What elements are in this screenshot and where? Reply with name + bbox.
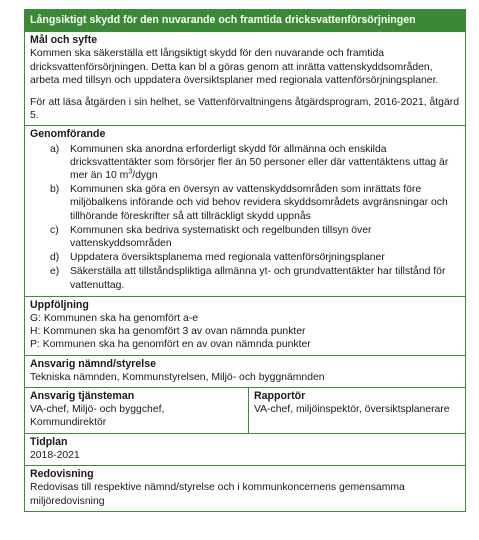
action-table <box>24 9 466 512</box>
uppfoljning-line-g: G: Kommunen ska ha genomfört a-e <box>30 313 199 325</box>
list-item-text: Kommunen ska göra en översyn av vattenskyddsområden som inrättats före miljöbalkens införande och vid behov revidera skyddsområdets avgränsningar och tillhörande föreskrifter så att tillräckligt skydd uppnås <box>70 184 448 222</box>
ansvarig-namnd-title: Ansvarig nämnd/styrelse <box>30 357 156 370</box>
genomforande-list <box>30 143 460 292</box>
list-item-letter: d) <box>50 252 60 264</box>
list-item-text: Uppdatera översiktsplanema med regionala vattenförsörjningsplaner <box>70 252 385 264</box>
genomforande-row <box>25 126 466 296</box>
list-item-text: Kommunen ska bedriva systematiskt och regelbunden tillsyn över vattenskyddsområden <box>70 224 372 250</box>
genomforande-title: Genomförande <box>30 128 106 141</box>
tidplan-title: Tidplan <box>30 435 68 448</box>
genomforande-cell <box>25 126 466 296</box>
list-item-text <box>70 143 460 183</box>
uppfoljning-cell <box>25 296 466 355</box>
action-sheet <box>24 9 465 512</box>
table-header: Långsiktigt skydd för den nuvarande och framtida dricksvattenförsörjningen <box>25 10 466 32</box>
uppfoljning-row <box>25 296 466 355</box>
redovisning-cell <box>25 466 466 512</box>
list-item <box>30 265 460 291</box>
mal-row <box>25 32 466 126</box>
header-row <box>25 10 466 32</box>
ansvarig-tjansteman-cell <box>25 388 249 434</box>
list-item-letter: a) <box>50 143 60 155</box>
ansvarig-namnd-row <box>25 355 466 387</box>
ansvarig-tjansteman-line-1: VA-chef, Miljö- och byggchef, <box>30 404 165 416</box>
mal-cell <box>25 32 466 126</box>
rapportor-cell <box>249 388 466 434</box>
rapportor-title: Rapportör <box>254 390 306 403</box>
redovisning-text: Redovisas till respektive nämnd/styrelse och i kommunkoncernens gemensamma miljöredovisning <box>30 482 405 507</box>
ansvarig-namnd-text: Tekniska nämnden, Kommunstyrelsen, Miljö- och byggnämnden <box>30 371 325 383</box>
ansvarig-tjansteman-line-2: Kommundirektör <box>30 417 107 429</box>
mal-paragraph-1: Kommen ska säkerställa ett långsiktigt skydd för den nuvarande och framtida dricksvattenförsörjningen. Detta kan bl a göras genom att inrätta vattenskyddsområden, arbeta med tillsyn och uppdatera översiktsplaner med regionala vattenförsörjningsplaner. <box>30 48 439 86</box>
list-item <box>30 224 460 250</box>
uppfoljning-line-h: H: Kommunen ska ha genomfört 3 av ovan nämnda punkter <box>30 326 306 338</box>
tidplan-row <box>25 433 466 465</box>
list-item-letter: e) <box>50 266 60 278</box>
list-item-letter: c) <box>50 224 59 236</box>
mal-paragraph-2: För att läsa åtgärden i sin helhet, se Vattenförvaltningens åtgärdsprogram, 2016-2021, åtgärd 5. <box>30 97 459 122</box>
list-item <box>30 251 460 264</box>
uppfoljning-line-p: P: Kommunen ska ha genomfört en av ovan nämnda punkter <box>30 339 311 351</box>
list-item-letter: b) <box>50 184 60 196</box>
responsible-row <box>25 388 466 434</box>
redovisning-row <box>25 466 466 512</box>
list-item <box>30 143 460 183</box>
superscript-three: 3 <box>128 168 133 176</box>
list-item <box>30 183 460 223</box>
mal-title: Mål och syfte <box>30 34 98 47</box>
tidplan-cell <box>25 433 466 465</box>
ansvarig-tjansteman-title: Ansvarig tjänsteman <box>30 390 135 403</box>
list-item-text-unit: /dygn <box>132 170 158 182</box>
list-item-text-main: Kommunen ska anordna erforderligt skydd för allmänna och enskilda dricksvattentäkter som försörjer fler än 50 personer eller där vattentäktens uttag är mer än 10 m <box>70 143 449 182</box>
uppfoljning-title: Uppföljning <box>30 298 89 311</box>
tidplan-text: 2018-2021 <box>30 449 80 461</box>
rapportor-text: VA-chef, miljöinspektör, översiktsplanerare <box>254 404 450 416</box>
redovisning-title: Redovisning <box>30 468 94 481</box>
list-item-text: Säkerställa att tillståndspliktiga allmänna yt- och grundvattentäkter har tillstånd för vattenuttag. <box>70 266 446 291</box>
ansvarig-namnd-cell <box>25 355 466 387</box>
